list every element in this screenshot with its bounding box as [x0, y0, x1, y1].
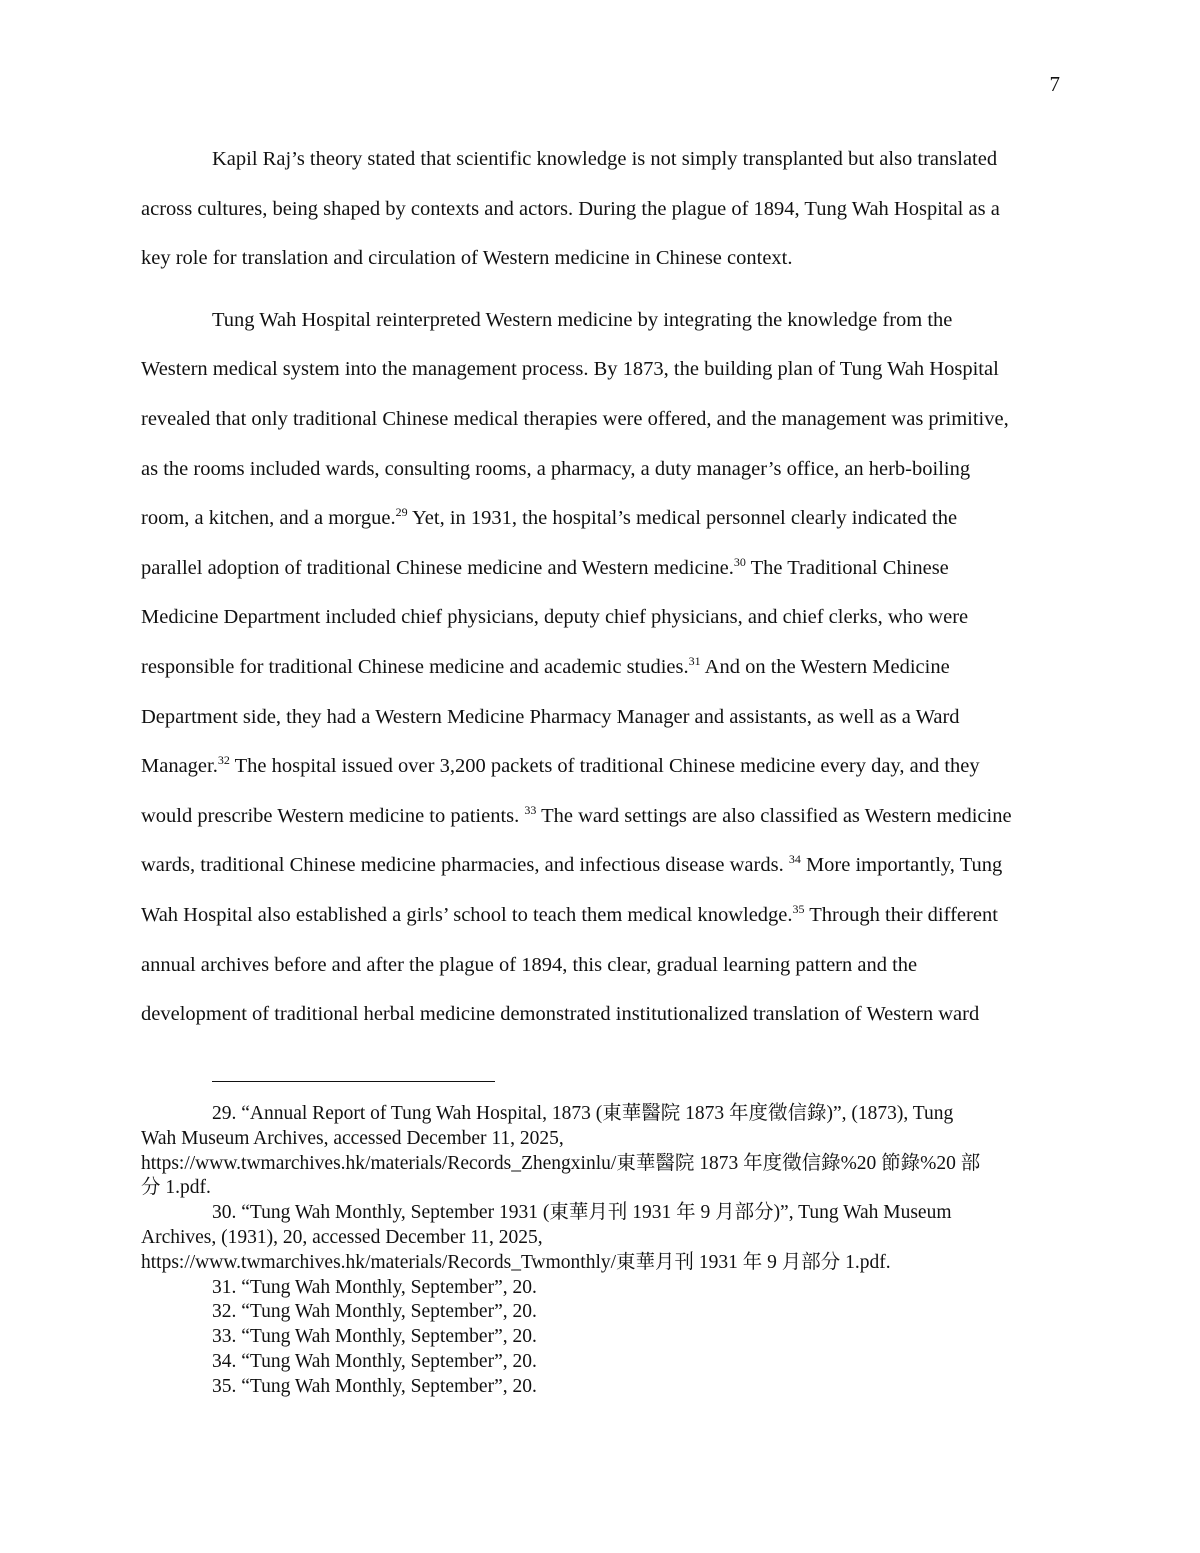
paragraph-2-line: Western medical system into the management process. By 1873, the building plan of Tung Wah Hospital: [141, 358, 999, 381]
text-segment: parallel adoption of traditional Chinese medicine and Western medicine.: [141, 556, 734, 579]
text-segment: The hospital issued over 3,200 packets of traditional Chinese medicine every day, and they: [229, 755, 980, 778]
footnote-ref-31[interactable]: 31: [688, 653, 701, 668]
footnote-35: 35. “Tung Wah Monthly, September”, 20.: [212, 1375, 537, 1397]
text-segment: Yet, in 1931, the hospital’s medical personnel clearly indicated the: [407, 507, 958, 530]
text-segment: responsible for traditional Chinese medicine and academic studies.: [141, 655, 689, 678]
footnote-29: 29. “Annual Report of Tung Wah Hospital, 1873 (東華醫院 1873 年度徵信錄)”, (1873), Tung: [212, 1103, 954, 1124]
footnote-29-url[interactable]: https://www.twmarchives.hk/materials/Records_Zhengxinlu/東華醫院 1873 年度徵信錄%20 節錄%20 部: [141, 1152, 981, 1174]
footnote-32: 32. “Tung Wah Monthly, September”, 20.: [212, 1301, 537, 1323]
paragraph-2-line: as the rooms included wards, consulting rooms, a pharmacy, a duty manager’s office, an herb-boiling: [141, 457, 971, 480]
text-segment: wards, traditional Chinese medicine pharmacies, and infectious disease wards.: [141, 854, 789, 877]
paragraph-1-line: Kapil Raj’s theory stated that scientific knowledge is not simply transplanted but also translated: [212, 148, 998, 170]
paragraph-1-line: key role for translation and circulation of Western medicine in Chinese context.: [141, 247, 793, 270]
paragraph-2-line: [141, 544, 1059, 594]
footnote-ref-35[interactable]: 35: [792, 901, 805, 916]
text-segment: And on the Western Medicine: [700, 655, 950, 678]
footnote-separator: [212, 1081, 495, 1082]
text-segment: More importantly, Tung: [800, 854, 1003, 877]
paragraph-1-line: across cultures, being shaped by contexts and actors. During the plague of 1894, Tung Wah Hospital as a: [141, 197, 1000, 220]
paragraph-2-line: development of traditional herbal medicine demonstrated institutionalized translation of Western ward: [141, 1003, 980, 1026]
paragraph-2-line: [141, 891, 1059, 941]
text-segment: room, a kitchen, and a morgue.: [141, 507, 396, 530]
paragraph-2-line: [141, 643, 1059, 693]
paragraph-2-line: [141, 742, 1059, 792]
footnote-ref-34[interactable]: 34: [788, 852, 801, 867]
footnote-29-continued: Wah Museum Archives, accessed December 11, 2025,: [141, 1127, 564, 1149]
footnote-33: 33. “Tung Wah Monthly, September”, 20.: [212, 1326, 537, 1348]
paragraph-2-line: revealed that only traditional Chinese medical therapies were offered, and the management was primitive,: [141, 407, 1009, 430]
footnote-ref-29[interactable]: 29: [395, 505, 408, 520]
text-segment: The Traditional Chinese: [745, 556, 949, 579]
page-number: 7: [1049, 72, 1060, 96]
footnote-ref-30[interactable]: 30: [733, 554, 746, 569]
footnote-34: 34. “Tung Wah Monthly, September”, 20.: [212, 1350, 537, 1372]
footnote-29-url-continued[interactable]: 分 1.pdf.: [141, 1177, 211, 1199]
text-segment: Manager.: [141, 755, 218, 778]
text-segment: Through their different: [804, 903, 998, 926]
footnote-30: 30. “Tung Wah Monthly, September 1931 (東華月刊 1931 年 9 月部分)”, Tung Wah Museum: [212, 1202, 952, 1224]
footnote-ref-33[interactable]: 33: [524, 802, 537, 817]
footnote-30-continued: Archives, (1931), 20, accessed December 11, 2025,: [141, 1226, 543, 1248]
footnote-30-url[interactable]: https://www.twmarchives.hk/materials/Records_Twmonthly/東華月刊 1931 年 9 月部分 1.pdf.: [141, 1251, 891, 1273]
footnotes: [141, 1102, 1059, 1400]
footnote-31: 31. “Tung Wah Monthly, September”, 20.: [212, 1276, 537, 1298]
paragraph-2-line: Department side, they had a Western Medicine Pharmacy Manager and assistants, as well as a Ward: [141, 705, 960, 728]
body-text: [141, 135, 1059, 1040]
text-segment: Wah Hospital also established a girls’ school to teach them medical knowledge.: [141, 903, 793, 926]
paragraph-2-line: Tung Wah Hospital reinterpreted Western medicine by integrating the knowledge from the: [212, 308, 953, 331]
paragraph-2-line: Medicine Department included chief physicians, deputy chief physicians, and chief clerks, who were: [141, 606, 969, 629]
text-segment: would prescribe Western medicine to patients.: [141, 804, 525, 827]
paragraph-2-line: [141, 494, 1059, 544]
paragraph-2-line: [141, 792, 1059, 842]
paragraph-2-line: [141, 841, 1059, 891]
paragraph-2-line: annual archives before and after the plague of 1894, this clear, gradual learning pattern and the: [141, 953, 918, 976]
footnote-ref-32[interactable]: 32: [217, 753, 230, 768]
text-segment: The ward settings are also classified as Western medicine: [536, 804, 1012, 827]
